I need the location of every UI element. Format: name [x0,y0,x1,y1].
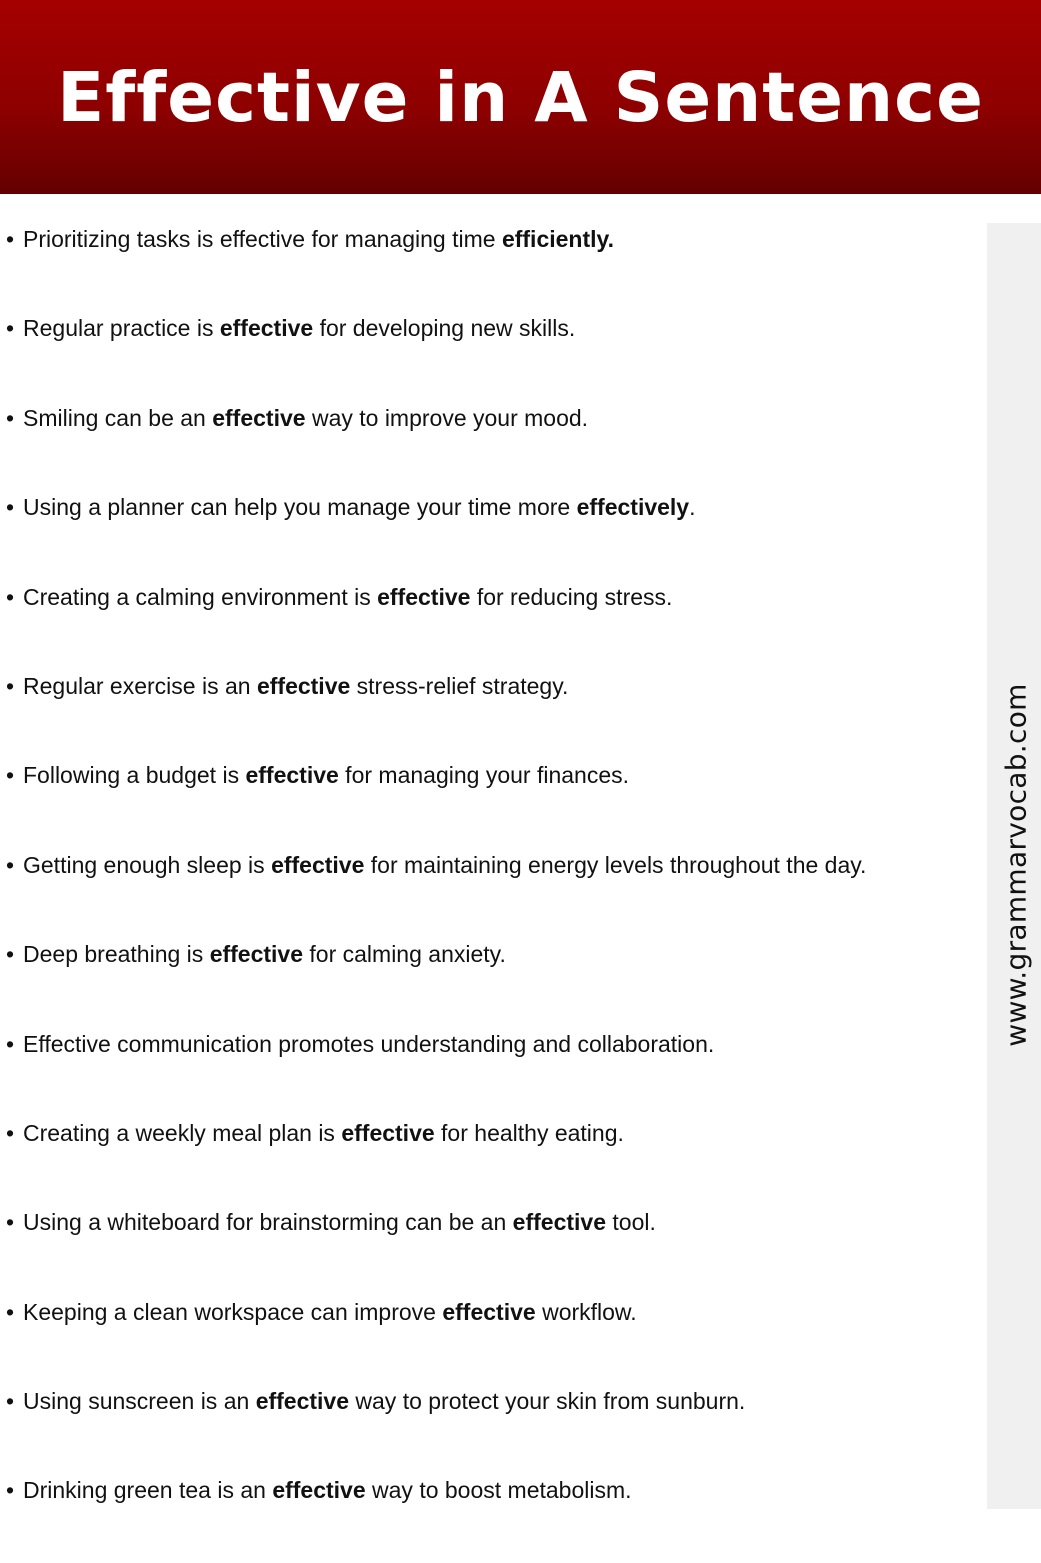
sentence-item [6,1384,866,1473]
sentence-text: Using a planner can help you manage your time more [23,494,577,521]
sentence-item [6,1116,866,1205]
sentence-keyword: effective [271,851,365,878]
sentence-item [6,937,866,1026]
sentence-text: Following a budget is [23,762,246,789]
sentence-text: Getting enough sleep is [23,851,272,878]
sentence-item [6,401,866,490]
bullet-icon: • [6,672,15,699]
sentence-text: Regular exercise is an [23,672,257,699]
sentence-item [6,311,866,400]
sentence-item [6,1027,866,1116]
sentence-text-end: way to improve your mood. [305,404,589,431]
sentence-item [6,1205,866,1294]
bullet-icon: • [6,226,15,252]
sentence-text-end: for reducing stress. [470,583,673,610]
bullet-icon: • [6,941,15,968]
sentence-text: Using sunscreen is an [23,1388,256,1415]
bullet-icon: • [6,1030,15,1057]
sentence-text-end: . [689,494,696,521]
sentence-text: Deep breathing is [23,941,210,968]
sentence-text: Regular practice is [23,315,220,342]
sentence-item [6,758,866,847]
sentence-text-end: for developing new skills. [313,315,576,342]
sentence-keyword: effective [219,315,314,342]
sentence-item [6,1473,866,1562]
sentence-text: Prioritizing tasks is effective for managing time [23,226,502,252]
title-banner [0,0,1041,194]
sentence-text-end: stress-relief strategy. [350,672,569,699]
sentence-text-end: tool. [606,1209,656,1236]
sentence-text-end: for maintaining energy levels throughout the day. [364,851,867,878]
sentence-keyword: effective [212,404,306,431]
sentence-text: Drinking green tea is an [23,1477,273,1504]
bullet-icon: • [6,315,15,342]
sentence-keyword: effective [377,583,471,610]
bullet-icon: • [6,404,15,431]
sentence-keyword: effective [256,672,351,699]
sentence-text: Keeping a clean workspace can improve [23,1298,443,1325]
sentence-item [6,490,866,579]
sentence-keyword: effectively [576,494,690,521]
sentence-text-end: for healthy eating. [434,1119,624,1146]
sentence-text: Creating a weekly meal plan is [23,1119,342,1146]
sentence-item [6,222,866,311]
sentence-text: Using a whiteboard for brainstorming can be an [23,1209,513,1236]
page-title: Effective in A Sentence [57,58,984,138]
sentence-keyword: effective [245,762,339,789]
sentence-keyword: effective [255,1388,350,1415]
sentence-item [6,1295,866,1384]
sentence-item [6,669,866,758]
bullet-icon: • [6,583,15,610]
bullet-icon: • [6,1209,15,1236]
website-label: www.grammarvocab.com [999,683,1033,1047]
sentence-text: Creating a calming environment is [23,583,378,610]
bullet-icon: • [6,762,15,789]
bullet-icon: • [6,1388,15,1415]
sentence-keyword: effective [272,1477,366,1504]
bullet-icon: • [6,1298,15,1325]
sentence-keyword: efficiently. [501,226,614,252]
sentence-text: Smiling can be an [23,404,213,431]
sentence-text-end: workflow. [535,1298,637,1325]
sentence-keyword: effective [209,941,304,968]
sentence-text-end: for calming anxiety. [303,941,506,968]
sentence-keyword: effective [442,1298,536,1325]
bullet-icon: • [6,851,15,878]
sentence-text-end: for managing your finances. [338,762,630,789]
sentence-keyword: effective [512,1209,606,1236]
sentence-text: Effective communication promotes understanding and collaboration. [23,1030,715,1057]
sentence-text-end: way to boost metabolism. [365,1477,632,1504]
bullet-icon: • [6,494,15,521]
sentence-item [6,580,866,669]
sentence-item [6,848,866,937]
sentence-text-end: way to protect your skin from sunburn. [349,1388,746,1415]
bullet-icon: • [6,1477,15,1504]
sentence-list [6,222,866,1563]
sentence-keyword: effective [341,1119,435,1146]
bullet-icon: • [6,1119,15,1146]
